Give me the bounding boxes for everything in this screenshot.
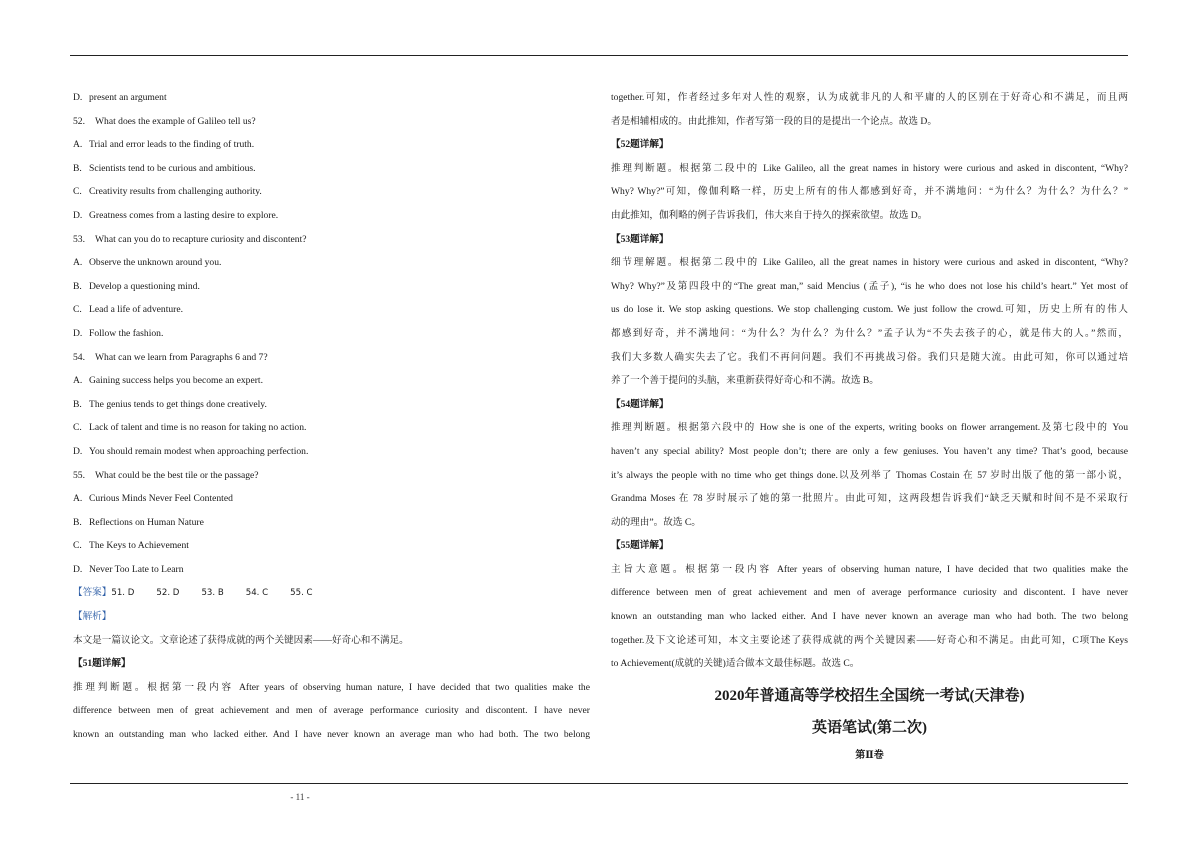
q55-detail-line: known an outstanding man who lacked either. And I have never known an average man who had both. The two belong	[611, 611, 1128, 623]
q51-detail-line: known an outstanding man who lacked either. And I have never known an average man who had both. The two belong	[73, 729, 590, 741]
q55-option-d: D. Never Too Late to Learn	[73, 563, 184, 575]
q52-detail-line: Why? Why?”可知，像伽利略一样，历史上所有的伟人都感到好奇，并不满地问：“为什么？为什么？为什么？”	[611, 186, 1128, 198]
right-column	[611, 86, 1128, 676]
q53-detail-line: 养了一个善于提问的头脑，来重新获得好奇心和不满。故选 B。	[611, 375, 879, 387]
answer-54: 54. C	[245, 588, 269, 599]
q54-detail-label: 【54题详解】	[611, 398, 669, 410]
q53-option-a: A. Observe the unknown around you.	[73, 257, 222, 269]
answer-51: 51. D	[111, 588, 135, 599]
q54-detail-line: 动的理由”。故选 C。	[611, 516, 701, 528]
q53-option-d: D. Follow the fashion.	[73, 327, 164, 339]
answer-key	[73, 581, 590, 605]
answer-52: 52. D	[156, 588, 180, 599]
left-column	[73, 86, 590, 747]
answer-55: 55. C	[290, 588, 313, 599]
exam-subtitle: 英语笔试(第二次)	[812, 720, 927, 736]
q52-option-b: B. Scientists tend to be curious and ambitious.	[73, 162, 256, 174]
q52-detail-label: 【52题详解】	[611, 139, 669, 151]
q53-stem: 53. What can you do to recapture curiosity and discontent?	[73, 233, 307, 245]
q55-detail-label: 【55题详解】	[611, 540, 669, 552]
exam-title: 2020年普通高等学校招生全国统一考试(天津卷)	[714, 688, 1025, 704]
page-number: - 11 -	[290, 792, 310, 802]
q53-detail-label: 【53题详解】	[611, 233, 669, 245]
q54-detail-line: 推理判断题。根据第六段中的 How she is one of the experts, writing books on flower arrangement.及第七段中的 You	[611, 422, 1128, 434]
q53-option-c: C. Lead a life of adventure.	[73, 304, 184, 316]
q52-option-a: A. Trial and error leads to the finding of truth.	[73, 139, 255, 151]
q55-detail-line: to Achievement(成就的关键)适合做本文最佳标题。故选 C。	[611, 658, 860, 670]
q54-option-a: A. Gaining success helps you become an expert.	[73, 375, 263, 387]
q51-option-d: D. present an argument	[73, 92, 167, 103]
answer-53: 53. B	[201, 588, 224, 599]
footer-rule	[70, 783, 1128, 784]
q54-detail-line: Grandma Moses 在 78 岁时展示了她的第一批照片。由此可知，这两段想告诉我们“缺乏天赋和时间不是不采取行	[611, 493, 1128, 505]
q52-detail-line: 由此推知，伽利略的例子告诉我们，伟大来自于持久的探索欲望。故选 D。	[611, 209, 928, 221]
analysis-text: 本文是一篇议论文。文章论述了获得成就的两个关键因素——好奇心和不满足。	[73, 634, 409, 646]
q53-detail-line: 都感到好奇，并不满地问：“为什么？为什么？为什么？”孟子认为“不失去孩子的心，就是伟大的人。”然而，	[611, 327, 1128, 339]
q53-detail-line: 细节理解题。根据第二段中的 Like Galileo, all the great names in history were curious and asked in discontent, “Why?	[611, 257, 1128, 269]
q54-option-c: C. Lack of talent and time is no reason for taking no action.	[73, 422, 307, 434]
q55-option-a: A. Curious Minds Never Feel Contented	[73, 493, 233, 505]
header-rule	[70, 55, 1128, 56]
q51-detail-line: 推理判断题。根据第一段内容 After years of observing human nature, I have decided that two qualities make the	[73, 681, 590, 693]
q53-detail-line: us do lose it. We stop asking questions. We stop challenging custom. We just follow the crowd.可知，历史上所有的伟人	[611, 304, 1128, 316]
q54-stem: 54. What can we learn from Paragraphs 6 and 7?	[73, 351, 268, 363]
q55-detail-line: together.及下文论述可知，本文主要论述了获得成就的两个关键因素——好奇心和不满足。由此可知，C项The Keys	[611, 634, 1128, 646]
q51-detail-line: difference between men of great achievement and men of average performance curiosity and discontent. I have never	[73, 705, 590, 717]
q55-option-c: C. The Keys to Achievement	[73, 540, 189, 552]
q52-detail-line: 推理判断题。根据第二段中的 Like Galileo, all the great names in history were curious and asked in discontent, “Why?	[611, 162, 1128, 174]
q55-option-b: B. Reflections on Human Nature	[73, 516, 204, 528]
q54-option-b: B. The genius tends to get things done creatively.	[73, 398, 267, 410]
q52-option-c: C. Creativity results from challenging authority.	[73, 186, 262, 198]
section-heading: 第Ⅱ卷	[855, 750, 884, 761]
q55-detail-line: difference between men of great achievement and men of average performance curiosity and discontent. I have never	[611, 587, 1128, 599]
q55-detail-line: 主旨大意题。根据第一段内容 After years of observing human nature, I have decided that two qualities make the	[611, 563, 1128, 575]
q54-detail-line: it’s always the people with no time who get things done.以及列举了 Thomas Costain 在 57 岁时出版了他的第一部小说，	[611, 469, 1128, 481]
q54-option-d: D. You should remain modest when approaching perfection.	[73, 445, 309, 457]
q51-continued-line: together.可知，作者经过多年对人性的观察，认为成就非凡的人和平庸的人的区别在于好奇心和不满足，而且两	[611, 92, 1128, 103]
q54-detail-line: haven’t any special ability? Most people don’t; there are only a few geniuses. You haven’t any time? That’s good, because	[611, 445, 1128, 457]
q53-detail-line: Why? Why?”及第四段中的“The great man,” said Mencius (孟子), “is he who does not lose his child’s heart.” Yet most of	[611, 280, 1128, 292]
q52-stem: 52. What does the example of Galileo tell us?	[73, 115, 256, 127]
q53-option-b: B. Develop a questioning mind.	[73, 280, 200, 292]
q51-continued-line: 者是相辅相成的。由此推知，作者写第一段的目的是提出一个论点。故选 D。	[611, 115, 937, 127]
q52-option-d: D. Greatness comes from a lasting desire to explore.	[73, 209, 279, 221]
q55-stem: 55. What could be the best tile or the passage?	[73, 469, 259, 481]
q53-detail-line: 我们大多数人确实失去了它。我们不再问问题。我们不再挑战习俗。我们只是随大流。由此可知，你可以通过培	[611, 351, 1128, 363]
analysis-label: 【解析】	[73, 611, 112, 623]
q51-detail-label: 【51题详解】	[73, 658, 131, 670]
answer-label: 【答案】	[73, 587, 112, 599]
